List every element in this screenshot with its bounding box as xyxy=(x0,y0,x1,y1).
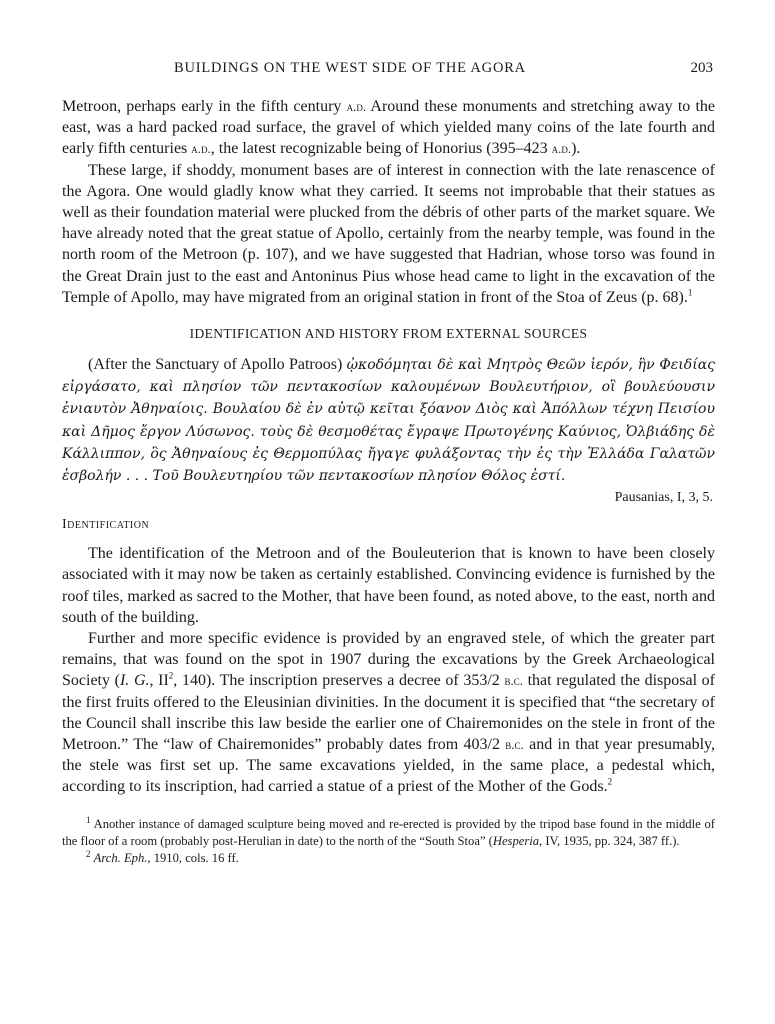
footnote-1-text-a: Another instance of damaged sculpture being moved and re-erected is provided by the tripod base found in the middle of the floor of a room (probably post-Herulian in date) to the north of the “South Stoa” ( xyxy=(62,816,715,848)
p4-text-b: , II xyxy=(149,672,169,690)
quote-greek-text: ᾠκοδόμηται δὲ καὶ Μητρὸς Θεῶν ἱερόν, ἣν Φειδίας εἰργάσατο, καὶ πλησίον τῶν πεντακοσίων καλουμένων Βουλευτήριον, οἳ βουλεύουσιν ἐνιαυτὸν Ἀθηναίοις. Βουλαίου δὲ ἐν αὐτῷ κεῖται ξόανον Διὸς καὶ Ἀπόλλων τέχνη Πεισίου καὶ Δῆμος ἔργον Λύσωνος. τοὺς δὲ θεσμοθέτας ἔγραψε Πρωτογένης Καύνιος, Ὀλβιάδης δὲ Κάλλιππον, ὃς Ἀθηναίους ἐς Θερμοπύλας ἤγαγε φυλάξοντας τὴν ἐς τὴν Ἑλλάδα Γαλατῶν ἐσβολήν . . . Τοῦ Βουλευτηρίου τῶν πεντακοσίων πλησίον Θόλος ἐστί. xyxy=(62,357,716,485)
footnote-1 xyxy=(62,816,715,850)
edition-superscript: 2 xyxy=(168,671,174,682)
p2-text: These large, if shoddy, monument bases are of interest in connection with the late renascence of the Agora. One would gladly know what they carried. It seems not improbable that their statues as well as their foundation material were plucked from the débris of other parts of the market square. We have already noted that the great statue of Apollo, certainly from the nearby temple, was found in the north room of the Metroon (p. 107), and we have suggested that Hadrian, whose torso was found in the Great Drain just to the east and Antoninus Pius whose head came to light in the excavation of the Temple of Apollo, may have migrated from an original station in front of the Stoa of Zeus (p. 68). xyxy=(62,161,715,306)
footnote-mark-1: 1 xyxy=(86,814,91,825)
p4-text-e: and in that year presumably, the stele was first set up. The same excavations yielded, in the same place, a pedestal which, according to its inscription, had carried a statue of a priest of the Mother of the Gods. xyxy=(62,736,715,796)
era-abbrev: b.c. xyxy=(505,737,524,753)
footnote-2-journal: Arch. Eph. xyxy=(93,850,148,865)
p1-text-d: ). xyxy=(571,140,581,158)
footnote-2-text: , 1910, cols. 16 ff. xyxy=(147,850,239,865)
running-title: BUILDINGS ON THE WEST SIDE OF THE AGORA xyxy=(174,60,526,76)
quote-intro: (After the Sanctuary of Apollo Patroos) xyxy=(88,356,347,374)
greek-quotation xyxy=(62,354,715,487)
page-number: 203 xyxy=(690,60,713,76)
p4-text-c: , 140). The inscription preserves a decree of 353/2 xyxy=(173,672,505,690)
footnote-2 xyxy=(62,850,715,867)
era-abbrev: b.c. xyxy=(504,673,523,689)
footnote-mark-2: 2 xyxy=(86,848,91,859)
p1-text-c: , the latest recognizable being of Honorius (395–423 xyxy=(210,140,552,158)
era-abbrev: a.d. xyxy=(191,141,211,157)
era-abbrev: a.d. xyxy=(551,141,572,157)
p1-text-a: Metroon, perhaps early in the fifth century xyxy=(62,98,347,115)
p1-text-b: Around these monuments and stretching away to the east, was a hard packed road surface, the gravel of which yielded many coins of the late fourth and early fifth centuries xyxy=(62,98,715,158)
p4-text-a: Further and more specific evidence is provided by an engraved stele, of which the greater part remains, that was found on the spot in 1907 during the excavations by the Greek Archaeological Society ( xyxy=(62,630,715,690)
footnote-1-journal: Hesperia xyxy=(492,833,540,848)
paragraph-1 xyxy=(62,96,715,160)
footnote-ref-1[interactable]: 1 xyxy=(687,287,693,298)
paragraph-4 xyxy=(62,628,715,798)
running-header xyxy=(62,60,715,82)
inscription-ref: I. G. xyxy=(119,672,150,690)
footnote-ref-2[interactable]: 2 xyxy=(607,777,613,788)
era-abbrev: a.d. xyxy=(346,99,367,114)
footnote-separator xyxy=(62,798,715,816)
p4-text-d: that regulated the disposal of the first fruits offered to the Eleusinian divinities. In the document it is specified that “the secretary of the Council shall inscribe this law beside the earlier one of Chairemonides on the stele in front of the Metroon.” The “law of Chairemonides” probably dates from 403/2 xyxy=(62,672,715,754)
footnotes xyxy=(62,816,715,867)
paragraph-3: The identification of the Metroon and of the Bouleuterion that is known to have been closely associated with it may now be taken as certainly established. Convincing evidence is furnished by the roof tiles, marked as sacred to the Mother, that have been found, as noted above, to the east, north and south of the building. xyxy=(62,545,715,626)
section-heading: IDENTIFICATION AND HISTORY FROM EXTERNAL SOURCES xyxy=(189,326,588,342)
quote-citation: Pausanias, I, 3, 5. xyxy=(614,490,713,506)
paragraph-2 xyxy=(62,160,715,308)
identification-subheading: Identification xyxy=(62,517,150,533)
footnote-1-text-b: , IV, 1935, pp. 324, 387 ff.). xyxy=(539,833,680,848)
